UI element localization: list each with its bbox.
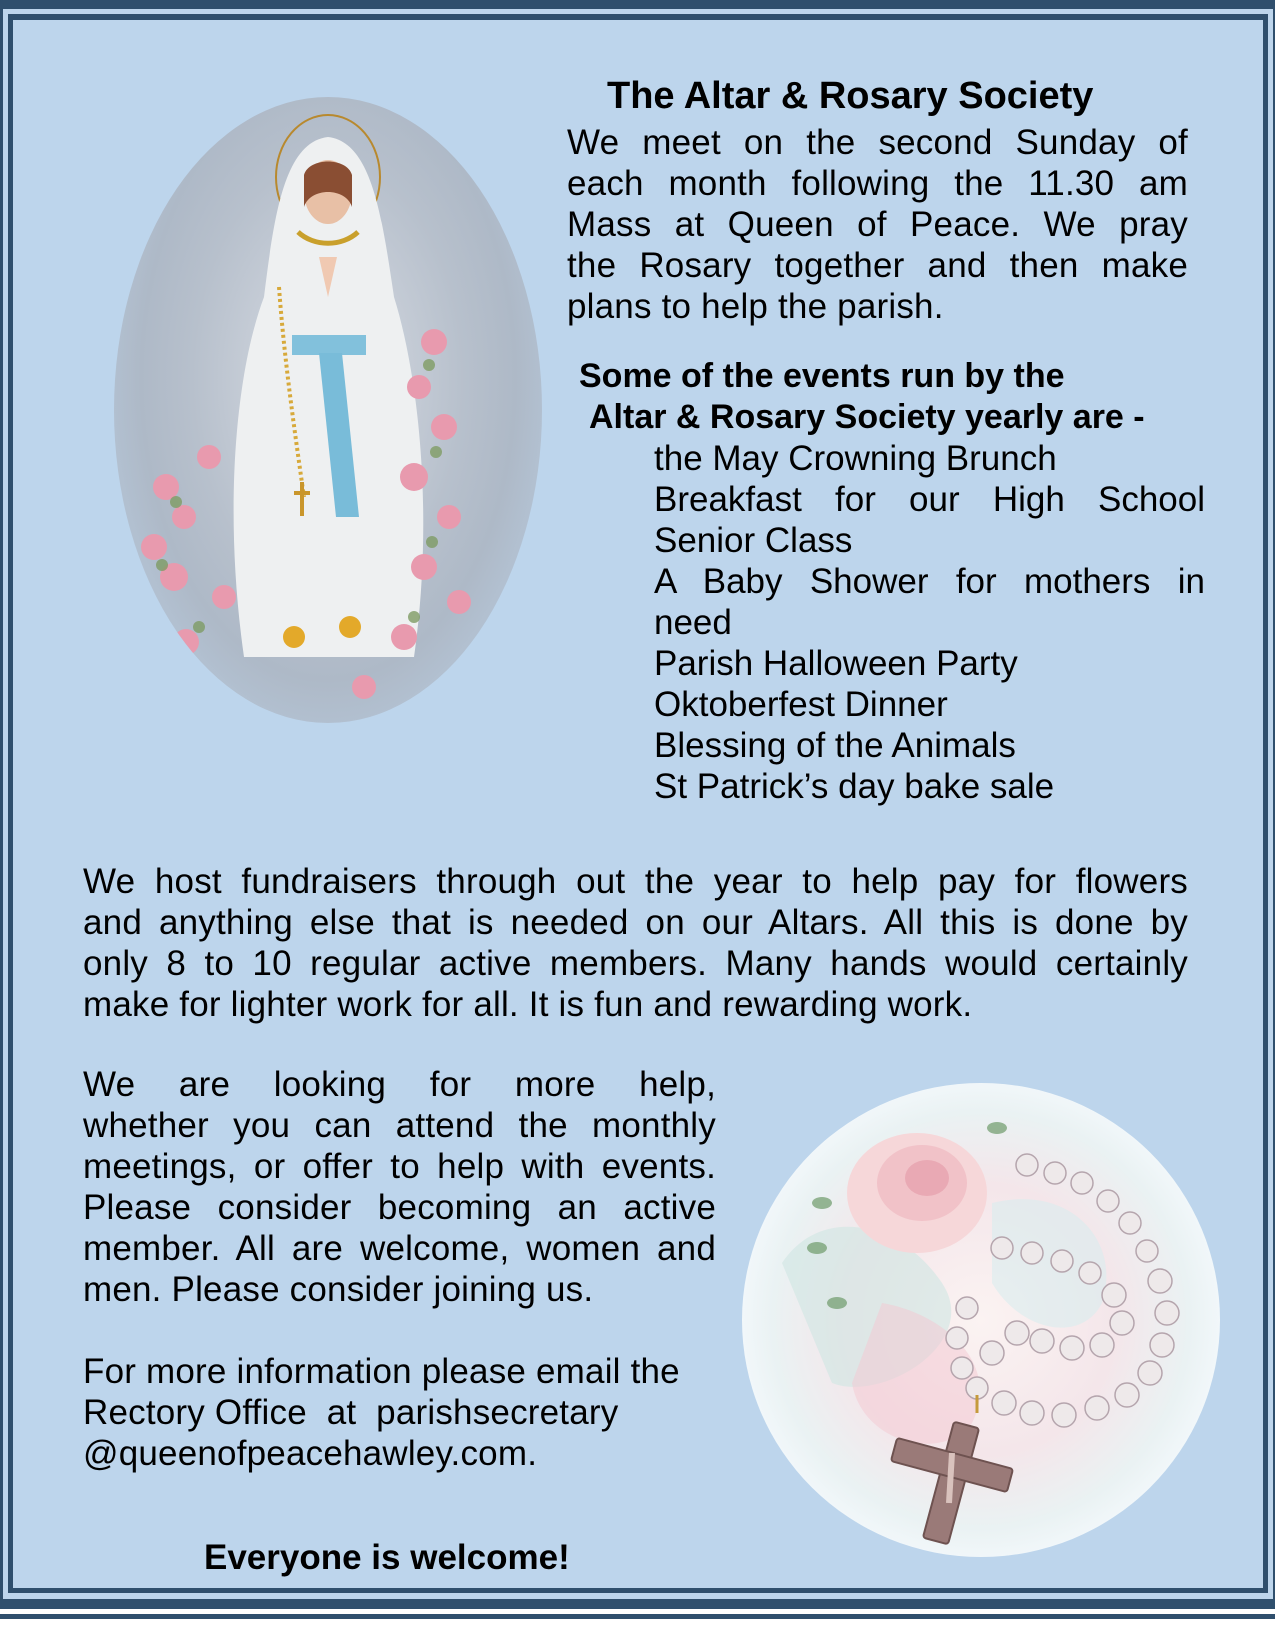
- event-item-continued: Senior Class: [654, 521, 853, 560]
- event-item: the May Crowning Brunch: [654, 439, 1057, 478]
- help-line: member. All are welcome, women and: [83, 1229, 716, 1268]
- virgin-mary-illustration-icon: [114, 97, 542, 723]
- help-line: men. Please consider joining us.: [83, 1270, 594, 1309]
- events-heading-line-2: Altar & Rosary Society yearly are -: [589, 398, 1145, 436]
- intro-paragraph: [567, 122, 1188, 327]
- rosary-illustration-icon: [742, 1083, 1220, 1557]
- event-item: A Baby Shower for mothers in: [654, 562, 1205, 601]
- event-item: Breakfast for our High School: [654, 480, 1205, 519]
- help-line: Please consider becoming an active: [83, 1188, 716, 1227]
- fundraiser-line: make for lighter work for all. It is fun and rewarding work.: [83, 985, 973, 1024]
- contact-email-link[interactable]: @queenofpeacehawley.com.: [83, 1434, 538, 1473]
- contact-line: Rectory Office at parishsecretary: [83, 1393, 619, 1432]
- fundraiser-line: and anything else that is needed on our Altars. All this is done by: [83, 903, 1188, 942]
- events-list: [654, 438, 1205, 807]
- rosary-image: [742, 1083, 1220, 1557]
- intro-line: the Rosary together and then make: [567, 246, 1188, 285]
- virgin-mary-image: [114, 97, 542, 723]
- event-item: Parish Halloween Party: [654, 644, 1018, 683]
- contact-paragraph: [83, 1351, 723, 1474]
- help-line: meetings, or offer to help with events.: [83, 1147, 716, 1186]
- intro-line: each month following the 11.30 am: [567, 164, 1188, 203]
- intro-line: We meet on the second Sunday of: [567, 123, 1188, 162]
- contact-line: For more information please email the: [83, 1352, 680, 1391]
- event-item: Oktoberfest Dinner: [654, 685, 948, 724]
- intro-line: plans to help the parish.: [567, 287, 944, 326]
- event-item: Blessing of the Animals: [654, 726, 1016, 765]
- closing-message: Everyone is welcome!: [204, 1538, 570, 1577]
- fundraiser-line: only 8 to 10 regular active members. Many hands would certainly: [83, 944, 1188, 983]
- event-item-continued: need: [654, 603, 732, 642]
- fundraiser-paragraph: [83, 861, 1188, 1025]
- footer-rule: [0, 1614, 1275, 1619]
- help-paragraph: [83, 1064, 716, 1310]
- help-line: We are looking for more help,: [83, 1065, 716, 1104]
- fundraiser-line: We host fundraisers through out the year to help pay for flowers: [83, 862, 1188, 901]
- event-item: St Patrick’s day bake sale: [654, 767, 1055, 806]
- events-heading-line-1: Some of the events run by the: [579, 357, 1065, 395]
- page-title: The Altar & Rosary Society: [607, 75, 1094, 117]
- intro-line: Mass at Queen of Peace. We pray: [567, 205, 1188, 244]
- help-line: whether you can attend the monthly: [83, 1106, 716, 1145]
